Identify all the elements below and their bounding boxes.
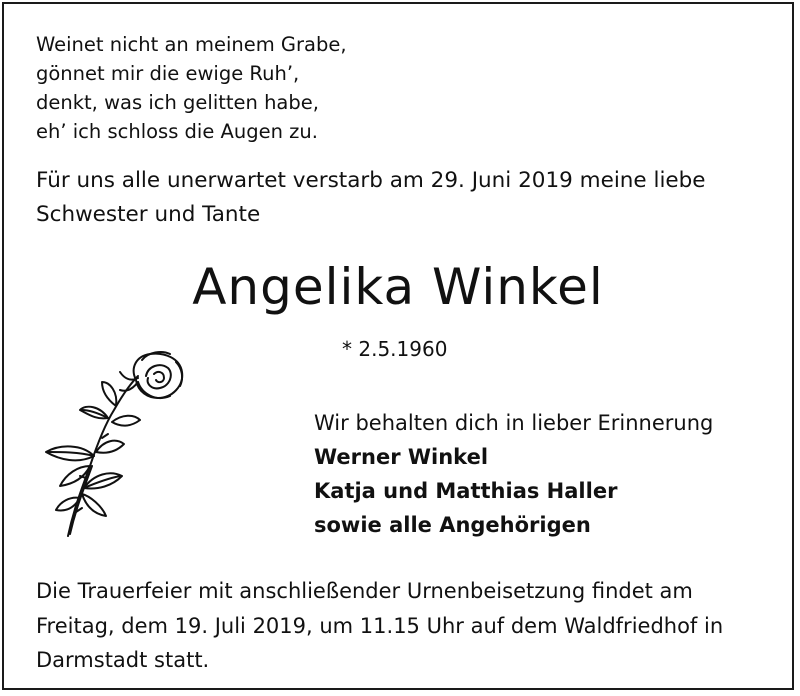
mourner-name: sowie alle Angehörigen: [314, 513, 591, 537]
mourners-block: [314, 406, 713, 542]
remembrance-line: Wir behalten dich in lieber Erinnerung: [314, 411, 714, 435]
poem-line: eh’ ich schloss die Augen zu.: [36, 120, 318, 143]
mourner-name: Katja und Matthias Haller: [314, 479, 618, 503]
birth-date: * 2.5.1960: [342, 337, 448, 361]
memorial-poem: [36, 30, 347, 146]
funeral-notice: Die Trauerfeier mit anschließender Urnenbeisetzung findet am Freitag, dem 19. Juli 2019, um 11.15 Uhr auf dem Waldfriedhof in Darmstadt statt.: [36, 579, 724, 672]
death-announcement: Für uns alle unerwartet verstarb am 29. Juni 2019 meine liebe Schwester und Tante: [36, 168, 706, 227]
poem-line: gönnet mir die ewige Ruh’,: [36, 62, 300, 85]
rose-icon: [38, 348, 188, 546]
mourner-name: Werner Winkel: [314, 445, 489, 469]
poem-line: denkt, was ich gelitten habe,: [36, 91, 319, 114]
deceased-name: Angelika Winkel: [192, 258, 604, 316]
poem-line: Weinet nicht an meinem Grabe,: [36, 33, 347, 56]
